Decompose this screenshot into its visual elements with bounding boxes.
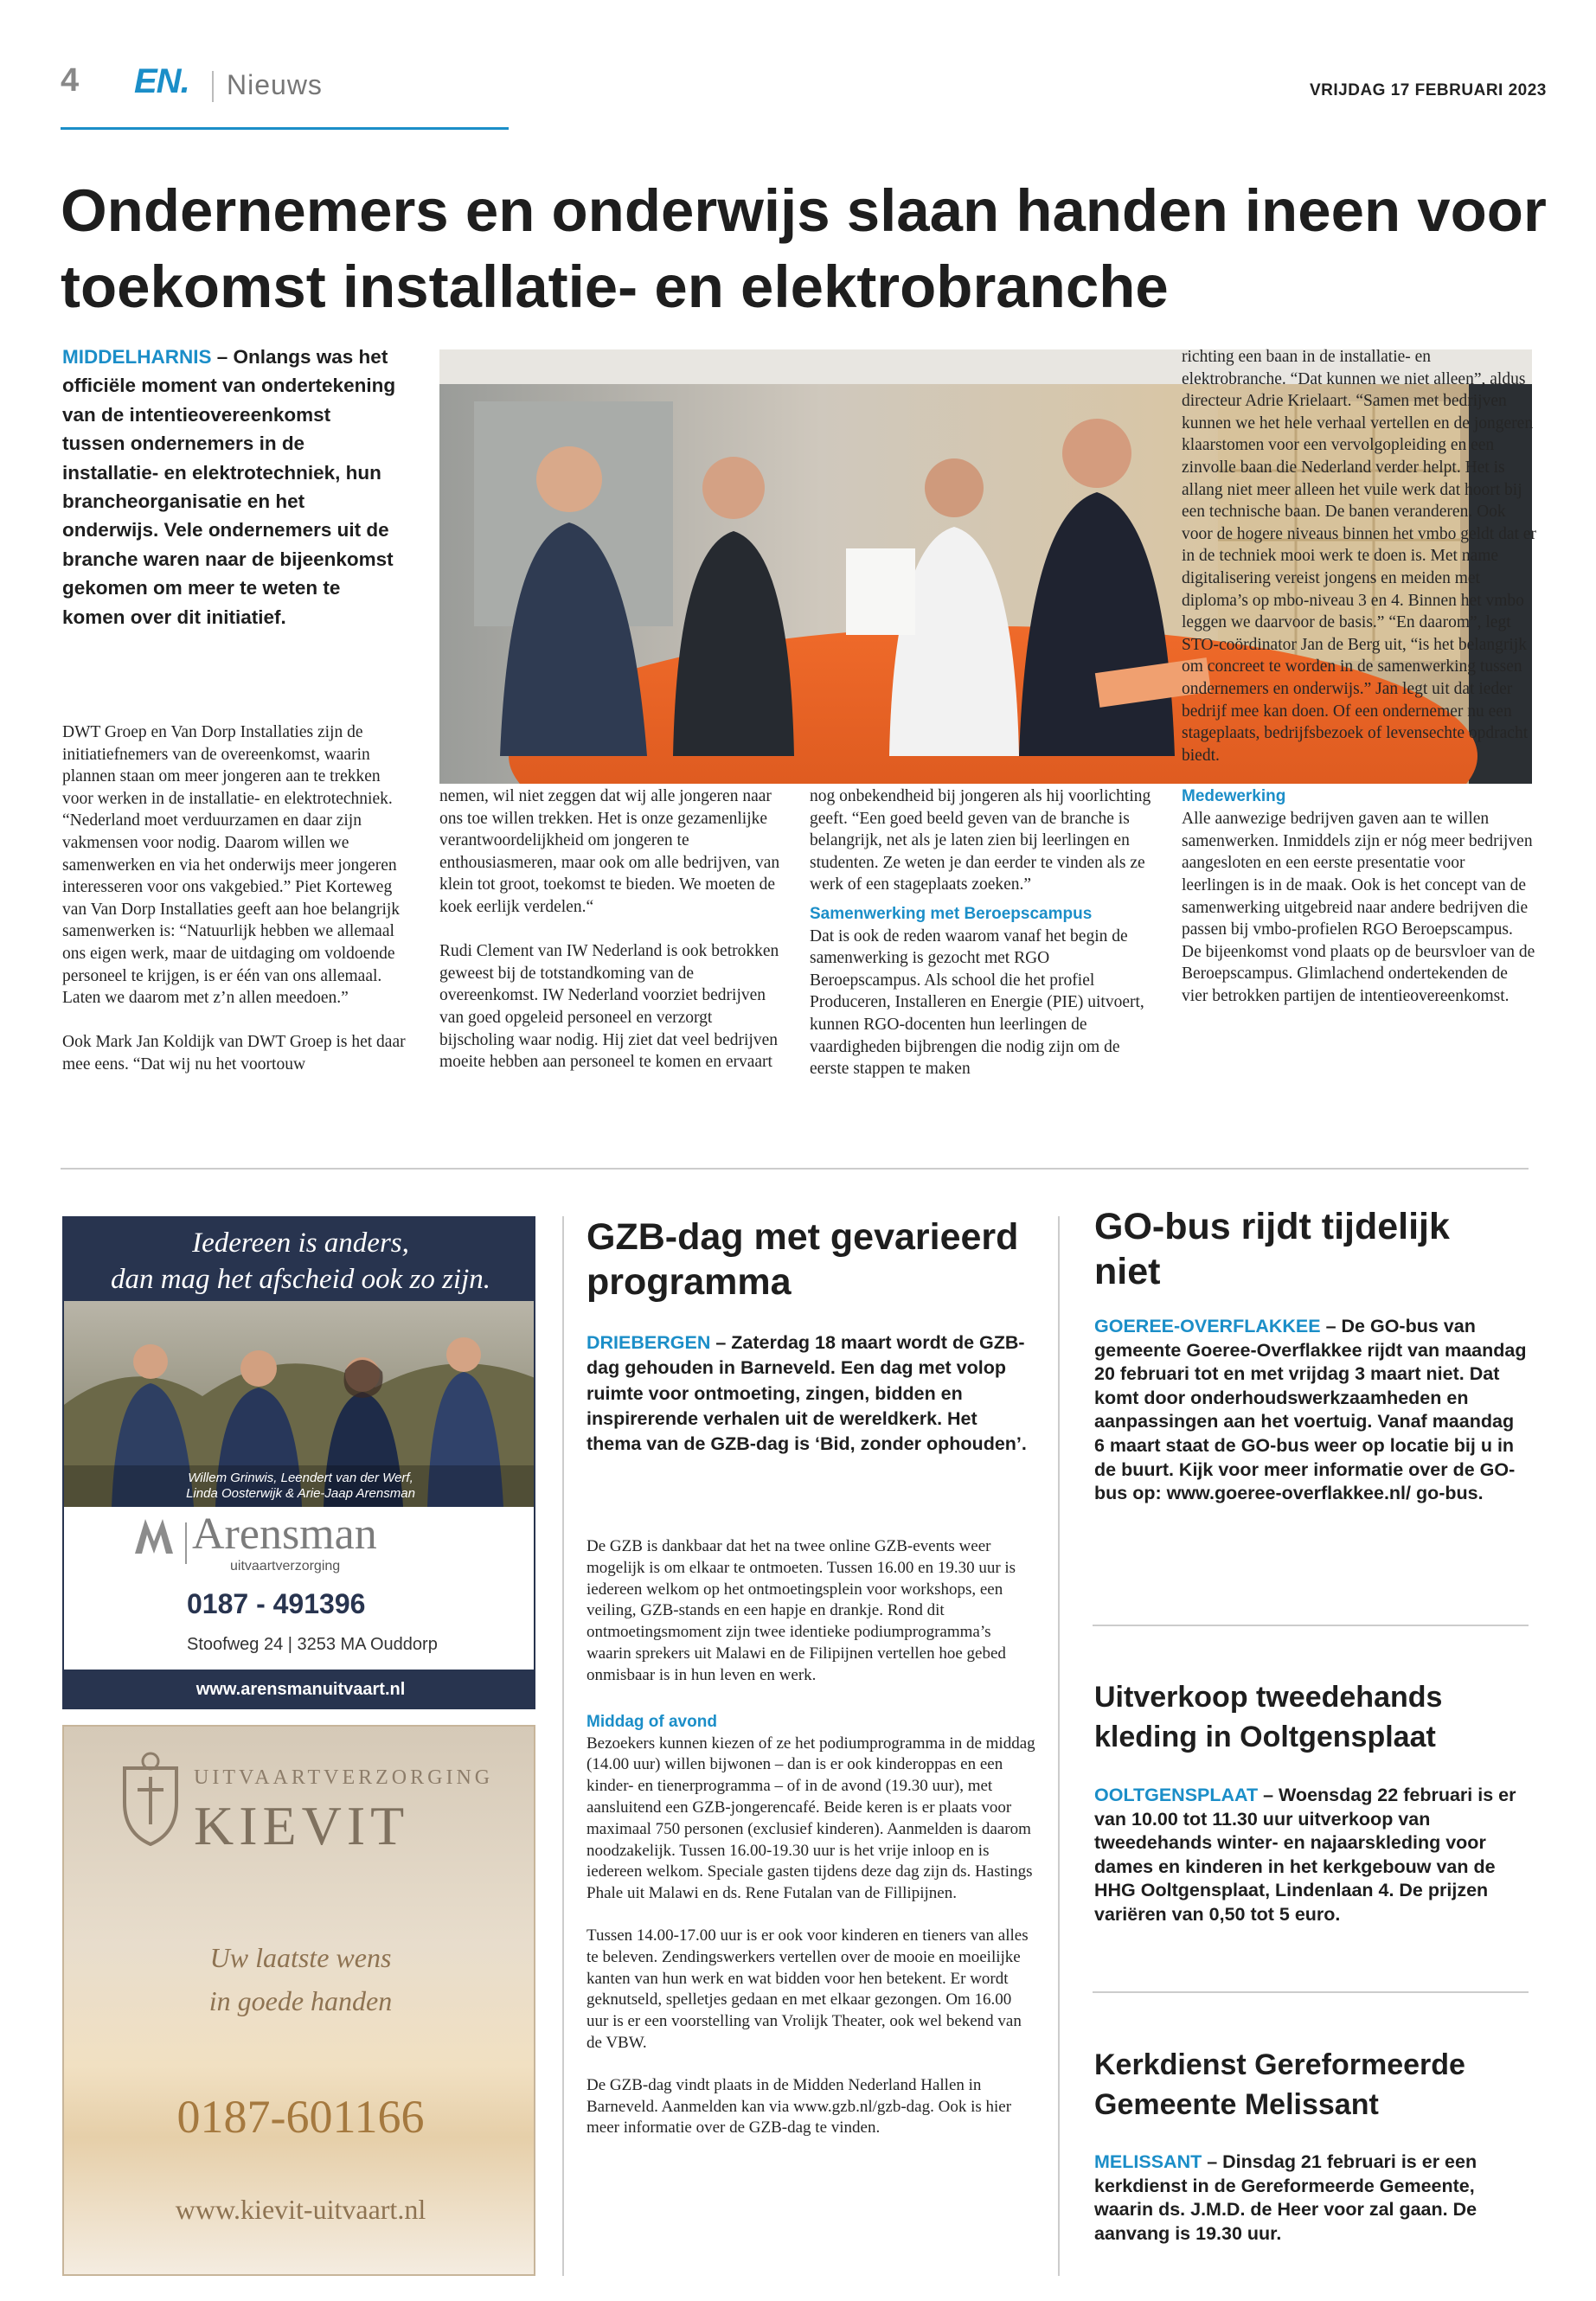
logo: EN. bbox=[134, 62, 189, 100]
gzb-p2: Bezoekers kunnen kiezen of ze het podiumprogramma in de middag (14.00 uur) willen bijwonen – dan is er ook kinderoppas en een kinder- en tienerprogramma – of in de avond (19.30 uur), met aansluitend een GZB-jongerencafé. Beide keren is er plaats voor maximaal 750 personen (exclusief kinderen). Aanmelden is daarom noodzakelijk. Tussen 16.00-19.30 uur is het vrije inloop en is iedereen welkom. Speciale gasten tijdens deze dag zijn ds. Hastings Phale uit Malawi en ds. Rene Futalan van de Fillipijnen. bbox=[586, 1734, 1035, 1903]
main-col4-subhead: Medewerking bbox=[1182, 787, 1286, 806]
gzb-lead bbox=[586, 1330, 1028, 1457]
gobus-lead bbox=[1094, 1315, 1527, 1506]
header-rule bbox=[61, 127, 509, 130]
main-col1 bbox=[62, 721, 410, 1098]
arensman-url[interactable]: www.arensmanuitvaart.nl bbox=[64, 1670, 535, 1709]
kievit-slogan-1: Uw laatste wens bbox=[209, 1942, 392, 1973]
arensman-logo-icon bbox=[135, 1519, 180, 1554]
arensman-address: Stoofweg 24 | 3253 MA Ouddorp bbox=[187, 1635, 438, 1654]
brief-divider-1 bbox=[1093, 1625, 1529, 1626]
ad-arensman bbox=[62, 1216, 535, 1709]
gzb-headline: GZB-dag met gevarieerd programma bbox=[586, 1216, 1019, 1303]
header-divider bbox=[212, 71, 214, 102]
arensman-tagline-2: dan mag het afscheid ook zo zijn. bbox=[110, 1264, 491, 1295]
uitverkoop-lead-text: – Woensdag 22 februari is er van 10.00 tot 11.30 uur uitverkoop van tweedehands winter- en najaarskleding voor dames en kinderen in het kerkgebouw van de HHG Ooltgensplaat, Lindenlaan 4. De prijzen variëren van 0,50 tot 5 euro. bbox=[1094, 1785, 1516, 1925]
main-col3-p1: nog onbekendheid bij jongeren als hij voorlichting geeft. “Een goed beeld geven van de branche is belangrijk, net als je laten zien bij leerlingen en studenten. Ze weten je dan eerder te vinden als ze werk of een stageplaats zoeken.” bbox=[810, 787, 1151, 894]
gzb-body bbox=[586, 1536, 1036, 2139]
uitverkoop-headline: Uitverkoop tweedehands kleding in Ooltgensplaat bbox=[1094, 1681, 1443, 1753]
arensman-brand-sub: uitvaartverzorging bbox=[230, 1559, 341, 1574]
kievit-url[interactable]: www.kievit-uitvaart.nl bbox=[175, 2194, 426, 2225]
kievit-phone: 0187-601166 bbox=[176, 2091, 425, 2143]
arensman-logo-divider bbox=[185, 1522, 187, 1564]
section-name: Nieuws bbox=[227, 69, 323, 100]
main-col3-subhead: Samenwerking met Beroepscampus bbox=[810, 904, 1093, 923]
gzb-p4: De GZB-dag vindt plaats in de Midden Nederland Hallen in Barneveld. Aanmelden kan via www.gzb.nl/gzb-dag. Ook is hier meer informatie over de GZB-dag te vinden. bbox=[586, 2075, 1012, 2138]
kerkdienst-lead bbox=[1094, 2150, 1527, 2246]
main-dateline: MIDDELHARNIS bbox=[62, 346, 212, 368]
column-divider-1 bbox=[562, 1216, 564, 2276]
ad-kievit bbox=[62, 1725, 535, 2276]
kievit-top: UITVAARTVERZORGING bbox=[194, 1766, 494, 1789]
arensman-tagline-1: Iedereen is anders, bbox=[192, 1227, 409, 1259]
arensman-brand: Arensman bbox=[192, 1509, 377, 1559]
main-lead-text: – Onlangs was het officiële moment van ondertekening van de intentieovereenkomst tussen ondernemers in de installatie- en elektrotechniek, hun brancheorganisatie en het onderwijs. Vele ondernemers uit de branche waren naar de bijeenkomst gekomen om meer te weten te komen over dit initiatief. bbox=[62, 346, 396, 628]
main-lead bbox=[62, 343, 398, 631]
kievit-slogan bbox=[64, 1936, 535, 2022]
gobus-headline: GO-bus rijdt tijdelijk niet bbox=[1094, 1206, 1450, 1292]
arensman-caption bbox=[64, 1471, 535, 1502]
kerkdienst-lead-text: – Dinsdag 21 februari is er een kerkdienst in de Gereformeerde Gemeente, waarin ds. J.M.D. de Heer voor zal gaan. De aanvang is 19.30 uur. bbox=[1094, 2151, 1477, 2244]
arensman-caption-2: Linda Oosterwijk & Arie-Jaap Arensman bbox=[186, 1486, 415, 1501]
main-col4-p1: richting een baan in de installatie- en elektrobranche. “Dat kunnen we niet alleen”, aldus directeur Adrie Krielaart. “Samen met bedrijven kunnen we het hele verhaal vertellen en de jongeren klaarstomen voor een vervolgopleiding en een zinvolle baan die Nederland verder helpt. Het is allang niet meer alleen het vuile werk dat hoort bij een technische baan. De banen veranderen. Ook voor de hogere niveaus binnen het vmbo geldt dat er in de techniek mooi werk te doen is. Met name digitalisering vereist jongens en meiden met diploma’s op mbo-niveau 3 en 4. Binnen het vmbo leggen we daarvoor de basis.” “En daarom”, legt STO-coördinator Jan de Berg uit, “is het belangrijk om concreet te worden in de samenwerking tussen ondernemers en onderwijs.” Jan legt uit dat ieder bedrijf mee kan doen. Of een ondernemer nu een stageplaats, bedrijfsbezoek of levensechte opdracht biedt. bbox=[1182, 348, 1536, 765]
kievit-slogan-2: in goede handen bbox=[208, 1985, 393, 2016]
arensman-tagline bbox=[64, 1218, 535, 1301]
gzb-subhead: Middag of avond bbox=[586, 1712, 717, 1731]
page-number: 4 bbox=[61, 62, 80, 99]
gobus-dateline: GOEREE-OVERFLAKKEE bbox=[1094, 1316, 1321, 1336]
main-col1-p2: Ook Mark Jan Koldijk van DWT Groep is het daar mee eens. “Dat wij nu het voortouw bbox=[62, 1033, 406, 1074]
gobus-lead-text: – De GO-bus van gemeente Goeree-Overflakkee rijdt van maandag 20 februari tot en met vrijdag 3 maart niet. Dat komt door onderhoudswerkzaamheden en aanpassingen aan het voertuig. Vanaf maandag 6 maart staat de GO-bus weer op locatie bij u in de buurt. Kijk voor meer informatie over de GO-bus op: www.goeree-overflakkee.nl/ go-bus. bbox=[1094, 1316, 1527, 1504]
column-divider-2 bbox=[1058, 1216, 1060, 2276]
kievit-crest-icon bbox=[116, 1751, 185, 1846]
kerkdienst-dateline: MELISSANT bbox=[1094, 2151, 1202, 2172]
main-col3 bbox=[810, 785, 1159, 1080]
main-col1-p1: DWT Groep en Van Dorp Installaties zijn de initiatiefnemers van de overeenkomst, waarin plannen staan om meer jongeren aan te trekken voor werken in de installatie- en elektrotechniek. “Nederland moet verduurzamen en daar zijn vakmensen voor nodig. Daarom willen we samenwerken en via het onderwijs meer jongeren interesseren voor ons vakgebied.” Piet Korteweg van Van Dorp Installaties geeft aan hoe belangrijk samenwerken is: “Natuurlijk hebben we allemaal ons eigen werk, maar de uitdaging om voldoende personeel te krijgen, is er één van ons allemaal. Laten we daarom met z’n allen meedoen.” bbox=[62, 723, 401, 1008]
main-col4 bbox=[1182, 346, 1536, 1008]
gzb-p3: Tussen 14.00-17.00 uur is er ook voor kinderen en tieners van alles te beleven. Zendingswerkers vertellen over de mooie en moeilijke kanten van hun werk en wat bidden voor hen betekent. Er wordt geknutseld, spelletjes gedaan en met elkaar gezongen. Om 16.00 uur is er een voorstelling van Vrolijk Theater, ook wel bekend van de VBW. bbox=[586, 1926, 1029, 2052]
main-col2-p2: Rudi Clement van IW Nederland is ook betrokken geweest bij de totstandkoming van de overeenkomst. IW Nederland voorziet bedrijven van goed opgeleid personeel en verzorgt bijscholing waar nodig. Hij ziet dat veel bedrijven moeite hebben aan personeel te komen en ervaart bbox=[439, 942, 779, 1072]
arensman-phone: 0187 - 491396 bbox=[187, 1588, 366, 1619]
main-col2 bbox=[439, 785, 789, 1095]
gzb-dateline: DRIEBERGEN bbox=[586, 1332, 711, 1353]
gzb-lead-text: – Zaterdag 18 maart wordt de GZB-dag gehouden in Barneveld. Een dag met volop ruimte voor ontmoeting, zingen, bidden en inspirerende verhalen uit de wereldkerk. Het thema van de GZB-dag is ‘Bid, zonder ophouden’. bbox=[586, 1332, 1027, 1455]
main-col3-p2: Dat is ook de reden waarom vanaf het begin de samenwerking is gezocht met RGO Beroepscampus. Als school die het profiel Produceren, Installeren en Energie (PIE) uitvoert, kunnen RGO-docenten hun leerlingen de vaardigheden bijbrengen die nodig zijn om de eerste stappen te maken bbox=[810, 926, 1144, 1079]
issue-date: VRIJDAG 17 FEBRUARI 2023 bbox=[1310, 81, 1547, 99]
uitverkoop-dateline: OOLTGENSPLAAT bbox=[1094, 1785, 1259, 1805]
brief-divider-2 bbox=[1093, 1991, 1529, 1993]
uitverkoop-lead bbox=[1094, 1784, 1527, 1927]
horizontal-divider bbox=[61, 1168, 1529, 1170]
gzb-p1: De GZB is dankbaar dat het na twee online GZB-events weer mogelijk is om elkaar te ontmoeten. Tussen 16.00 en 19.30 uur is iedereen welkom op het ontmoetingsplein voor workshops, een veiling, GZB-stands en een hapje en drankje. Rond dit ontmoetingsmoment zijn twee identieke podiumprogramma’s waarin sprekers uit Malawi en de Filipijnen vertellen hoe gebed onmisbaar is in hun leven en werk. bbox=[586, 1537, 1016, 1684]
kievit-brand: KIEVIT bbox=[194, 1795, 410, 1856]
main-col2-p1: nemen, wil niet zeggen dat wij alle jongeren naar ons toe willen trekken. Het is onze gezamenlijke verantwoordelijkheid om jongeren te enthousiasmeren, maar ook om alle bedrijven, van klein tot groot, toekomst te bieden. We moeten de koek eerlijk verdelen.“ bbox=[439, 787, 780, 916]
arensman-caption-1: Willem Grinwis, Leendert van der Werf, bbox=[188, 1471, 413, 1485]
main-headline: Ondernemers en onderwijs slaan handen ineen voor toekomst installatie- en elektrobranche bbox=[61, 177, 1547, 320]
main-col4-p2: Alle aanwezige bedrijven gaven aan te willen samenwerken. Inmiddels zijn er nóg meer bedrijven aangesloten en een eerste presentatie voor leerlingen is in de maak. Ook is het concept van de samenwerking uitgebreid naar andere bedrijven die passen bij vmbo-profielen RGO Beroepscampus. De bijeenkomst vond plaats op de beursvloer van de Beroepscampus. Glimlachend ondertekenden de vier betrokken partijen de intentieovereenkomst. bbox=[1182, 810, 1535, 1006]
kerkdienst-headline: Kerkdienst Gereformeerde Gemeente Melissant bbox=[1094, 2048, 1465, 2121]
